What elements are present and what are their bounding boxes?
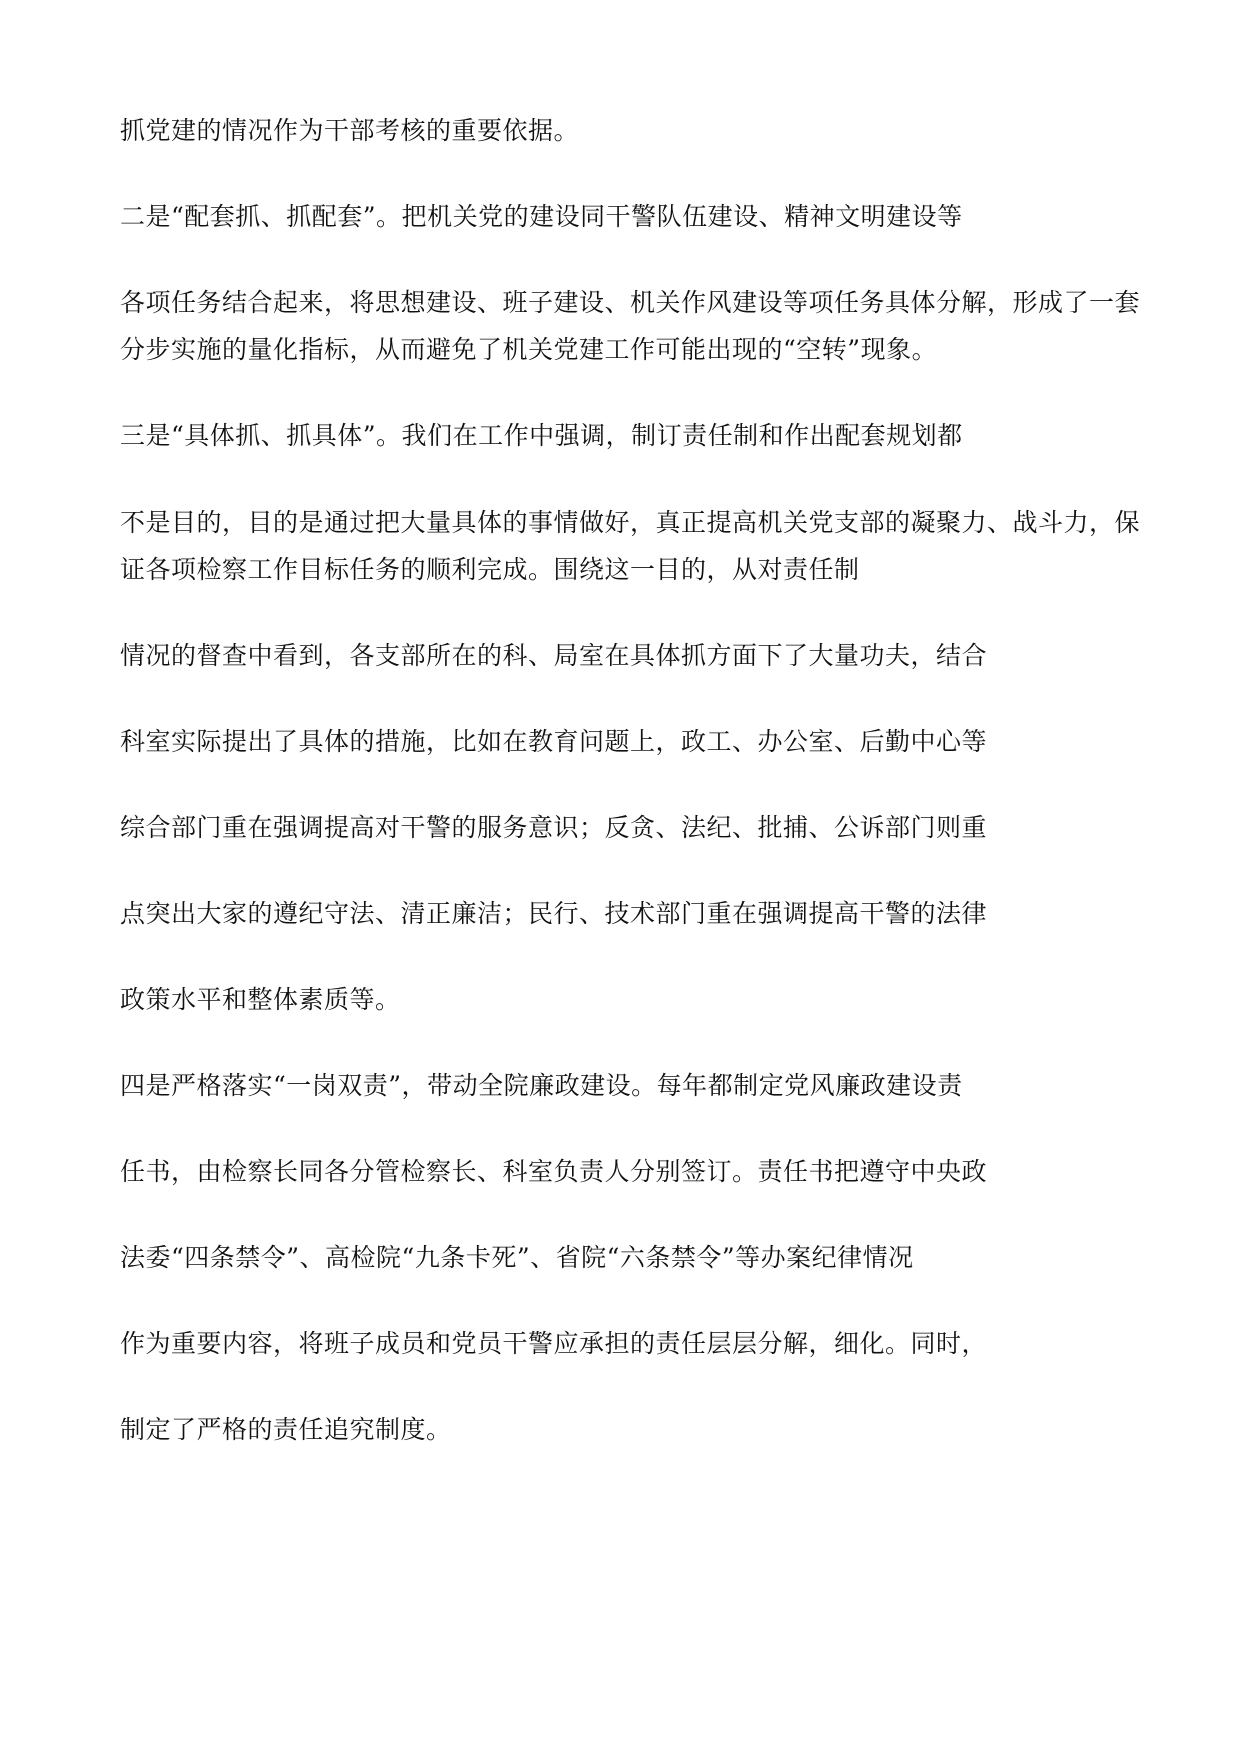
text-line-4: 分步实施的量化指标，从而避免了机关党建工作可能出现的“空转”现象。 xyxy=(120,335,938,364)
text-line-10: 综合部门重在强调提高对干警的服务意识；反贪、法纪、批捕、公诉部门则重 xyxy=(120,813,988,842)
text-line-15: 法委“四条禁令”、高检院“九条卡死”、省院“六条禁令”等办案纪律情况 xyxy=(120,1243,914,1272)
text-line-11: 点突出大家的遵纪守法、清正廉洁；民行、技术部门重在强调提高干警的法律 xyxy=(120,899,988,928)
text-line-2: 二是“配套抓、抓配套”。把机关党的建设同干警队伍建设、精神文明建设等 xyxy=(120,202,963,231)
text-line-12: 政策水平和整体素质等。 xyxy=(120,985,401,1014)
text-line-16: 作为重要内容，将班子成员和党员干警应承担的责任层层分解，细化。同时， xyxy=(120,1329,988,1358)
text-line-17: 制定了严格的责任追究制度。 xyxy=(120,1415,452,1444)
text-line-6: 不是目的，目的是通过把大量具体的事情做好，真正提高机关党支部的凝聚力、战斗力，保 xyxy=(120,508,1141,537)
text-line-8: 情况的督查中看到，各支部所在的科、局室在具体抓方面下了大量功夫，结合 xyxy=(120,641,988,670)
text-line-5: 三是“具体抓、抓具体”。我们在工作中强调，制订责任制和作出配套规划都 xyxy=(120,421,963,450)
text-line-13: 四是严格落实“一岗双责”，带动全院廉政建设。每年都制定党风廉政建设责 xyxy=(120,1071,963,1100)
text-line-14: 任书，由检察长同各分管检察长、科室负责人分别签订。责任书把遵守中央政 xyxy=(120,1157,988,1186)
text-line-7: 证各项检察工作目标任务的顺利完成。围绕这一目的，从对责任制 xyxy=(120,555,860,584)
text-line-1: 抓党建的情况作为干部考核的重要依据。 xyxy=(120,116,580,145)
text-line-3: 各项任务结合起来，将思想建设、班子建设、机关作风建设等项任务具体分解，形成了一套 xyxy=(120,288,1141,317)
text-line-9: 科室实际提出了具体的措施，比如在教育问题上，政工、办公室、后勤中心等 xyxy=(120,727,988,756)
